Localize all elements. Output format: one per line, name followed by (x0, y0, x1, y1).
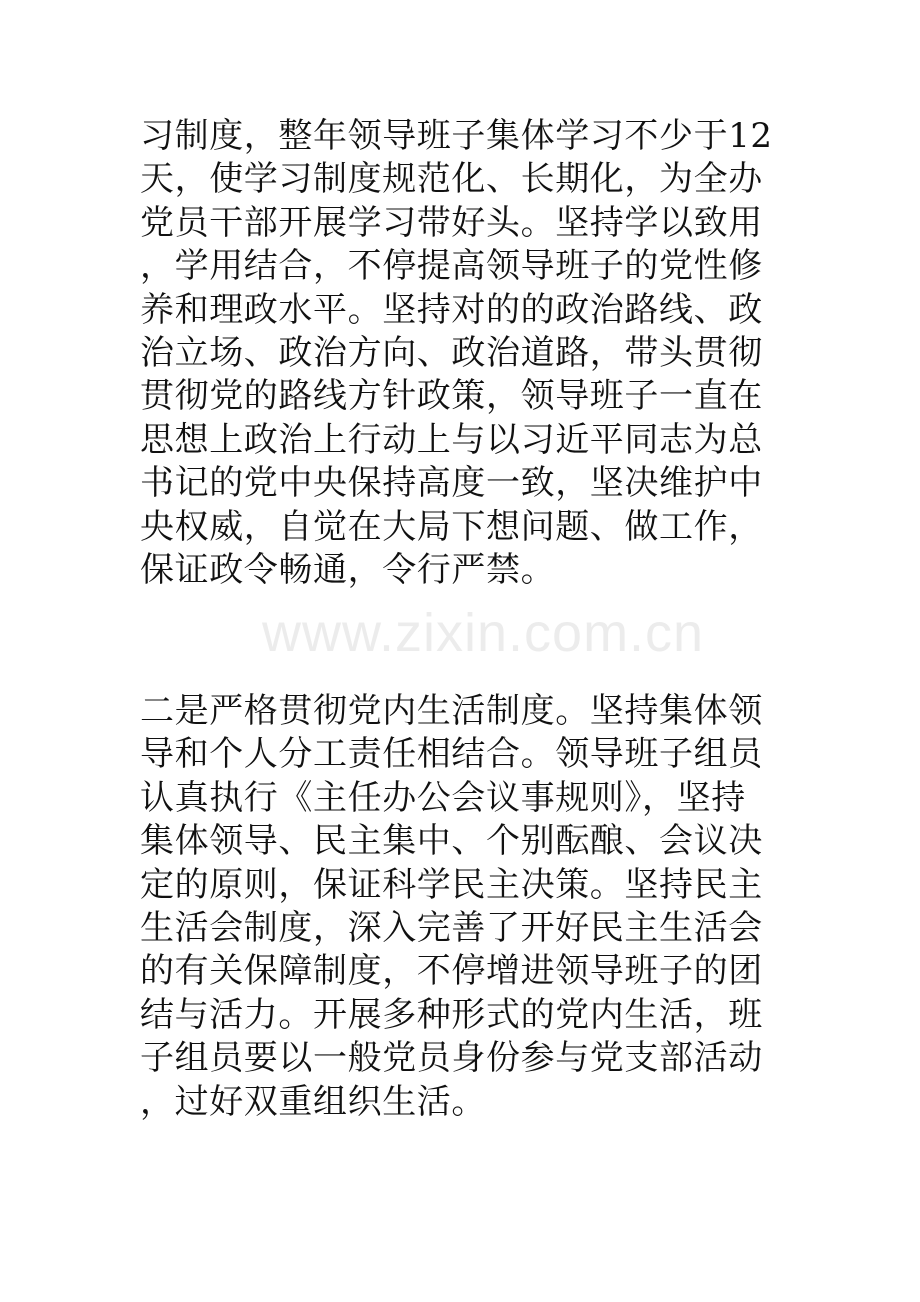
text-line: 二是严格贯彻党内生活制度。坚持集体领 (140, 691, 763, 731)
text-line: 认真执行《主任办公会议事规则》，坚持 (140, 777, 746, 818)
text-line: 治立场、政治方向、政治道路，带头贯彻 (140, 332, 763, 373)
text-line: 结与活力。开展多种形式的党内生活，班 (140, 994, 763, 1035)
paragraph-party-life-system (140, 690, 780, 1124)
text-line: 央权威，自觉在大局下想问题、做工作， (140, 506, 763, 547)
text-line: 子组员要以一般党员身份参与党支部活动 (140, 1038, 763, 1079)
watermark: www.zixin.com.cn (262, 603, 705, 663)
text-line: 书记的党中央保持高度一致，坚决维护中 (140, 463, 763, 504)
paragraph-study-system (140, 115, 780, 592)
text-line: ，学用结合，不停提高领导班子的党性修 (140, 246, 763, 287)
text-line: 习制度，整年领导班子集体学习不少于12 (140, 116, 773, 156)
text-line: 集体领导、民主集中、个别酝酿、会议决 (140, 821, 763, 862)
text-line: 生活会制度，深入完善了开好民主生活会 (140, 907, 763, 948)
text-line: 的有关保障制度，不停增进领导班子的团 (140, 951, 763, 992)
text-line: 保证政令畅通，令行严禁。 (140, 549, 556, 590)
text-line: 思想上政治上行动上与以习近平同志为总 (140, 419, 763, 460)
text-line: 导和个人分工责任相结合。领导班子组员 (140, 734, 763, 775)
text-line: 党员干部开展学习带好头。坚持学以致用 (140, 202, 763, 243)
text-line: 定的原则，保证科学民主决策。坚持民主 (140, 864, 763, 905)
text-line: 贯彻党的路线方针政策，领导班子一直在 (140, 376, 763, 417)
text-line: ，过好双重组织生活。 (140, 1081, 486, 1122)
text-line: 养和理政水平。坚持对的的政治路线、政 (140, 289, 763, 330)
text-line: 天，使学习制度规范化、长期化，为全办 (140, 159, 763, 200)
